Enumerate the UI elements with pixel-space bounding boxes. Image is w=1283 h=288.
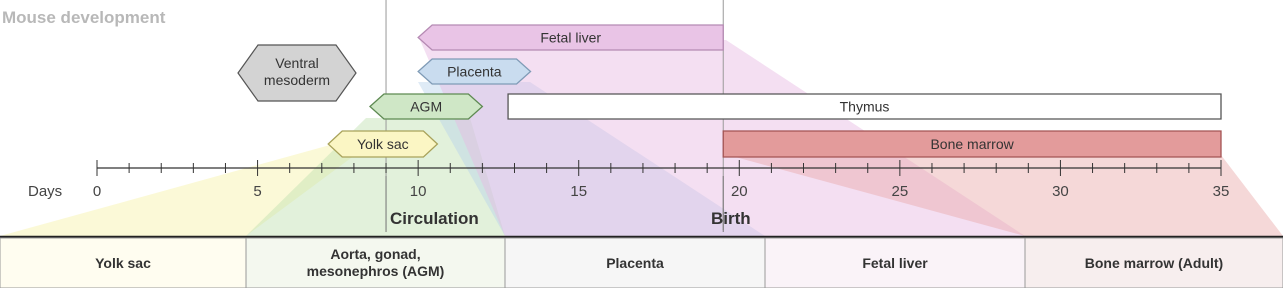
tick-label: 30 xyxy=(1052,183,1069,200)
site-label-yolk-sac: Yolk sac xyxy=(357,136,409,152)
bottom-cell-label-line1: Aorta, gonad, xyxy=(330,246,421,262)
bottom-cell-label: Fetal liver xyxy=(862,255,928,271)
tick-label: 15 xyxy=(570,183,588,200)
tick-label: 20 xyxy=(730,183,748,200)
axis-label: Days xyxy=(28,183,63,200)
tick-label: 5 xyxy=(253,183,262,200)
tick-label: 10 xyxy=(409,183,427,200)
site-label-placenta: Placenta xyxy=(447,63,502,80)
ventral-mesoderm-label-line2: mesoderm xyxy=(263,72,331,88)
site-label-fetal-liver: Fetal liver xyxy=(540,29,602,46)
bottom-cell-label: Placenta xyxy=(606,255,664,271)
ventral-mesoderm-label-line1: Ventral xyxy=(275,55,319,71)
site-label-thymus: Thymus xyxy=(839,98,890,115)
site-label-agm: AGM xyxy=(410,98,443,115)
tick-label: 35 xyxy=(1212,183,1230,200)
tick-label: 0 xyxy=(92,183,102,200)
chart-title: Mouse development xyxy=(2,8,166,27)
tick-label: 25 xyxy=(891,183,909,200)
bottom-band xyxy=(0,237,1283,288)
bottom-cell-label-line2: mesonephros (AGM) xyxy=(306,263,445,279)
site-label-bone-marrow: Bone marrow xyxy=(930,136,1014,152)
bottom-cell-label: Yolk sac xyxy=(95,255,151,271)
bottom-cell-label: Bone marrow (Adult) xyxy=(1084,255,1224,271)
birth-label: Birth xyxy=(711,209,751,228)
circulation-label: Circulation xyxy=(390,209,479,228)
